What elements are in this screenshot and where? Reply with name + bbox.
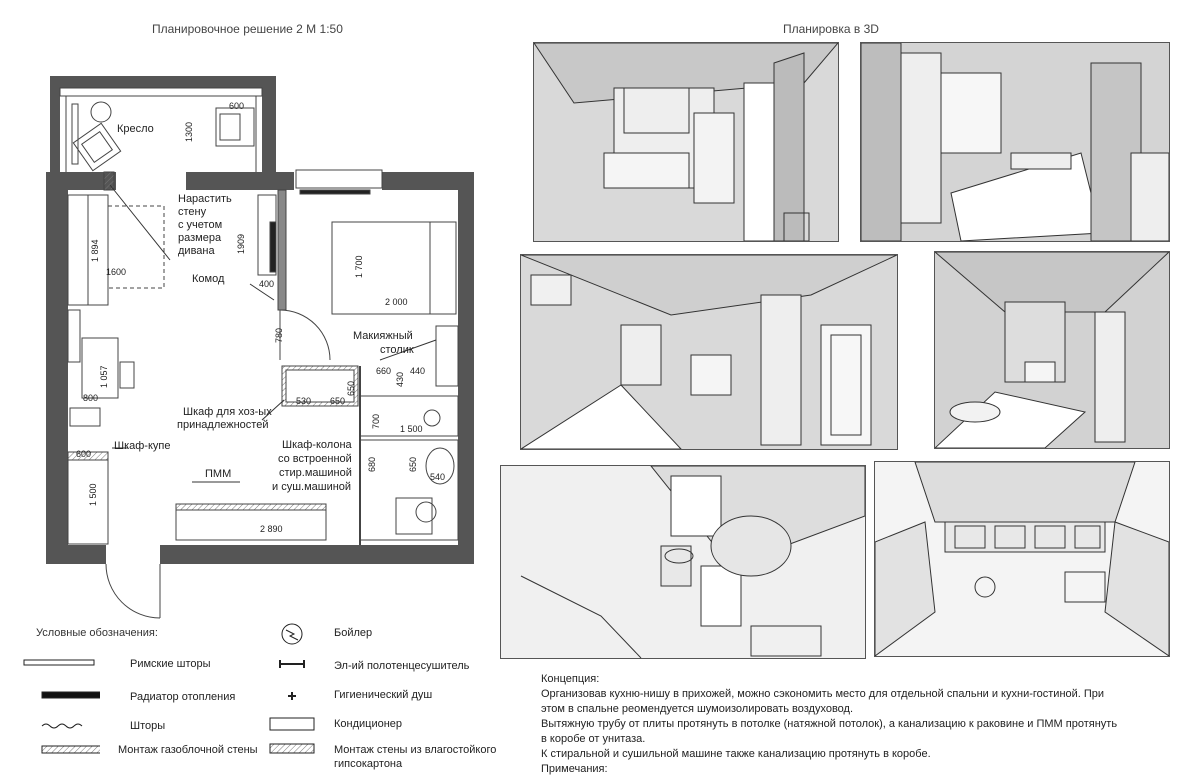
concept-line: Концепция: xyxy=(541,673,600,685)
plan-title: Планировочное решение 2 М 1:50 xyxy=(152,22,343,36)
render-living-hall-drawing xyxy=(521,255,897,449)
render-bathroom xyxy=(500,465,866,659)
render-bedroom xyxy=(860,42,1170,242)
render-kitchen-drawing xyxy=(534,43,838,241)
dim-540: 540 xyxy=(430,472,446,482)
dim-2000: 2 000 xyxy=(385,297,408,307)
label-column-2: со встроенной xyxy=(278,453,352,465)
label-extend-wall-2: стену xyxy=(178,206,207,218)
dim-1500b: 1 500 xyxy=(88,483,98,506)
view3d-title: Планировка в 3D xyxy=(783,22,879,36)
dim-1500a: 1 500 xyxy=(400,424,423,434)
gasblock-wall-symbol xyxy=(42,746,100,753)
dim-1894: 1 894 xyxy=(90,239,100,262)
towel-dryer-symbol xyxy=(280,660,304,668)
dim-600-top: 600 xyxy=(229,101,245,111)
label-vanity-1: Макияжный xyxy=(353,330,413,342)
dim-680: 680 xyxy=(367,456,377,472)
radiator-symbol xyxy=(42,692,100,698)
label-extend-wall-4: размера xyxy=(178,232,222,244)
dim-660: 660 xyxy=(376,366,392,376)
concept-line: в коробе от унитаза. xyxy=(541,733,646,745)
dim-800: 800 xyxy=(83,393,99,403)
legend-item-shower: Гигиенический душ xyxy=(334,689,433,701)
legend-item-air-conditioner: Кондиционер xyxy=(334,718,403,730)
label-wardrobe: Шкаф-купе xyxy=(114,440,171,452)
label-extend-wall-5: дивана xyxy=(178,245,215,257)
concept-line: К стиральной и сушильной машине также канализацию протянуть в коробе. xyxy=(541,748,931,760)
label-extend-wall-1: Нарастить xyxy=(178,193,232,205)
dim-650a: 650 xyxy=(330,396,346,406)
label-storage-2: принадлежностей xyxy=(177,419,269,431)
legend-title: Условные обозначения: xyxy=(36,627,158,639)
dim-1909: 1909 xyxy=(236,233,246,254)
roman-blinds-symbol xyxy=(24,660,94,665)
render-balcony xyxy=(874,461,1170,657)
legend-item-gasblock-wall: Монтаж газоблочной стены xyxy=(118,744,258,756)
dim-600-left: 600 xyxy=(76,449,92,459)
dim-400: 400 xyxy=(259,279,275,289)
floor-plan xyxy=(0,0,480,620)
render-bedroom-vanity xyxy=(934,251,1170,449)
concept-line: Примечания: xyxy=(541,763,608,775)
render-balcony-drawing xyxy=(875,462,1169,656)
dim-440: 440 xyxy=(410,366,426,376)
boiler-symbol xyxy=(282,624,302,644)
concept-text xyxy=(541,672,1141,777)
label-armchair: Кресло xyxy=(117,123,154,135)
label-column-3: стир.машиной xyxy=(279,467,352,479)
dim-2890: 2 890 xyxy=(260,524,283,534)
dim-1700: 1 700 xyxy=(354,255,364,278)
concept-line: этом в спальне реомендуется шумоизолировать воздуховод. xyxy=(541,703,854,715)
dim-530: 530 xyxy=(296,396,312,406)
boiler-bolt-icon xyxy=(286,630,298,640)
concept-line: Организовав кухню-нишу в прихожей, можно сэкономить место для отдельной спальни и кухни-гостиной. При xyxy=(541,688,1105,700)
legend-item-towel-dryer: Эл-ий полотенцесушитель xyxy=(334,660,470,672)
drywall-symbol xyxy=(270,744,314,753)
render-bathroom-drawing xyxy=(501,466,865,658)
label-column-4: и суш.машиной xyxy=(272,481,352,493)
legend-symbols-right xyxy=(262,620,322,770)
legend-item-drywall-2: гипсокартона xyxy=(334,758,403,770)
dim-650b: 650 xyxy=(346,380,356,396)
label-storage-1: Шкаф для хоз-ых xyxy=(183,406,272,418)
legend-item-roman-blinds: Римские шторы xyxy=(130,658,211,670)
label-dishwasher: ПММ xyxy=(205,468,232,480)
label-vanity-2: столик xyxy=(380,344,414,356)
dim-700: 700 xyxy=(371,413,381,429)
label-column-1: Шкаф-колона xyxy=(282,439,352,451)
outer-walls xyxy=(46,76,474,564)
concept-line: Вытяжную трубу от плиты протянуть в потолке (натяжной потолок), а канализацию к раковине и ПММ протянуть xyxy=(541,718,1118,730)
render-bedroom-vanity-drawing xyxy=(935,252,1169,448)
legend-item-curtains: Шторы xyxy=(130,720,166,732)
curtains-symbol xyxy=(42,724,82,728)
dim-430: 430 xyxy=(395,371,405,387)
dim-1600: 1600 xyxy=(106,267,127,277)
label-dresser: Комод xyxy=(192,273,225,285)
legend-item-drywall-1: Монтаж стены из влагостойкого xyxy=(334,744,497,756)
label-extend-wall-3: с учетом xyxy=(178,219,223,231)
render-bedroom-drawing xyxy=(861,43,1169,241)
air-conditioner-symbol xyxy=(270,718,314,730)
dim-1300: 1300 xyxy=(184,121,194,142)
dim-780: 780 xyxy=(274,327,284,343)
dim-650c: 650 xyxy=(408,456,418,472)
legend-item-radiator: Радиатор отопления xyxy=(130,691,236,703)
legend-symbols-left xyxy=(20,654,100,764)
render-kitchen xyxy=(533,42,839,242)
legend-item-boiler: Бойлер xyxy=(334,627,373,639)
shower-symbol xyxy=(288,692,296,700)
render-living-hall xyxy=(520,254,898,450)
dim-1057: 1 057 xyxy=(99,365,109,388)
